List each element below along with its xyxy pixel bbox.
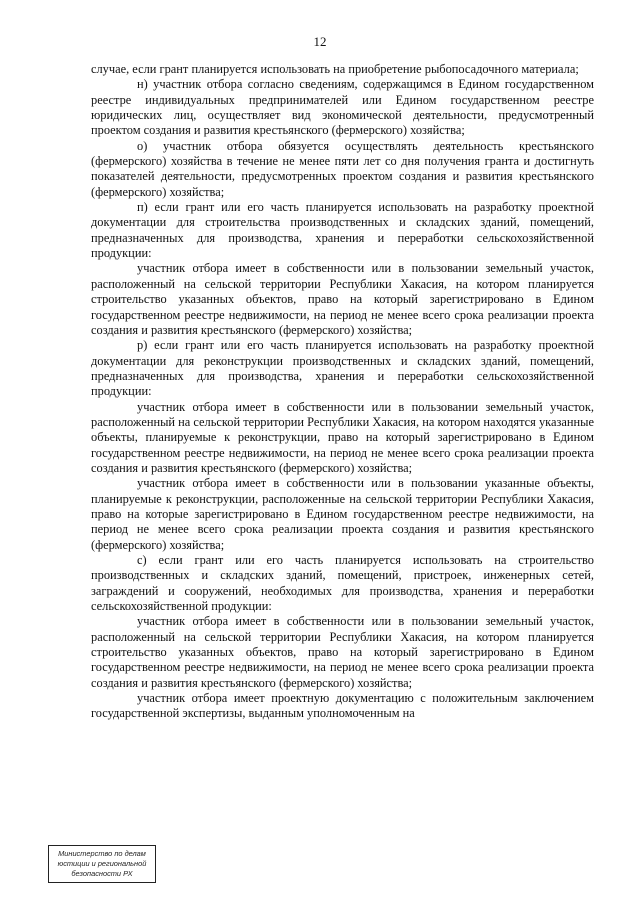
paragraph-condition: участник отбора имеет в собственности или в пользовании земельный участок, расположенный на сельской территории Республики Хакасия, на котором находятся указанные объекты, планируемые к реконструкции, право на который зарегистрировано в Едином государственном реестре недвижимости, на период не менее всего срока реализации проекта создания и развития крестьянского (фермерского) хозяйства; <box>91 399 594 475</box>
stamp-line: Министерство по делам <box>58 849 146 858</box>
page-number: 12 <box>313 34 327 49</box>
paragraph-condition: участник отбора имеет в собственности или в пользовании земельный участок, расположенный на сельской территории Республики Хакасия, на котором планируется строительство указанных объектов, право на который зарегистрировано в Едином государственном реестре недвижимости, на период не менее всего срока реализации проекта создания и развития крестьянского (фермерского) хозяйства; <box>91 261 594 337</box>
paragraph-item-n: н) участник отбора согласно сведениям, содержащимся в Едином государственном реестре индивидуальных предпринимателей или Едином государственном реестре юридических лиц, осуществляет вид экономической деятельности, предусмотренный проектом создания и развития крестьянского (фермерского) хозяйства; <box>91 77 594 138</box>
paragraph-condition: участник отбора имеет в собственности или в пользовании земельный участок, расположенный на сельской территории Республики Хакасия, на котором планируется строительство указанных объектов, право на который зарегистрировано в Едином государственном реестре недвижимости, на период не менее всего срока реализации проекта создания и развития крестьянского (фермерского) хозяйства; <box>91 614 594 690</box>
paragraph-item-p: п) если грант или его часть планируется использовать на разработку проектной документации для строительства производственных и складских зданий, помещений, предназначенных для производства, хранения и переработки сельскохозяйственной продукции: <box>91 200 594 261</box>
document-body <box>91 62 594 722</box>
paragraph-item-r: р) если грант или его часть планируется использовать на разработку проектной документации для реконструкции производственных и складских зданий, помещений, предназначенных для производства, хранения и переработки сельскохозяйственной продукции: <box>91 338 594 399</box>
paragraph-continuation: случае, если грант планируется использовать на приобретение рыбопосадочного материала; <box>91 62 579 76</box>
stamp-line: безопасности РХ <box>71 869 133 878</box>
paragraph-item-o: о) участник отбора обязуется осуществлять деятельность крестьянского (фермерского) хозяйства в течение не менее пяти лет со дня получения гранта и достигнуть показателей деятельности, предусмотренных проектом создания и развития крестьянского (фермерского) хозяйства; <box>91 138 594 199</box>
paragraph-condition: участник отбора имеет в собственности или в пользовании указанные объекты, планируемые к реконструкции, расположенные на сельской территории Республики Хакасия, право на которые зарегистрировано в Едином государственном реестре недвижимости, на период не менее всего срока реализации проекта создания и развития крестьянского (фермерского) хозяйства; <box>91 476 594 552</box>
paragraph-item-s: с) если грант или его часть планируется использовать на строительство производственных и складских зданий, помещений, пристроек, инженерных сетей, заграждений и сооружений, необходимых для производства, хранения и переработки сельскохозяйственной продукции: <box>91 553 594 614</box>
stamp-line: юстиции и региональной <box>57 859 147 868</box>
paragraph-condition: участник отбора имеет проектную документацию с положительным заключением государственной экспертизы, выданным уполномоченным на <box>91 691 594 721</box>
ministry-stamp <box>48 845 156 883</box>
